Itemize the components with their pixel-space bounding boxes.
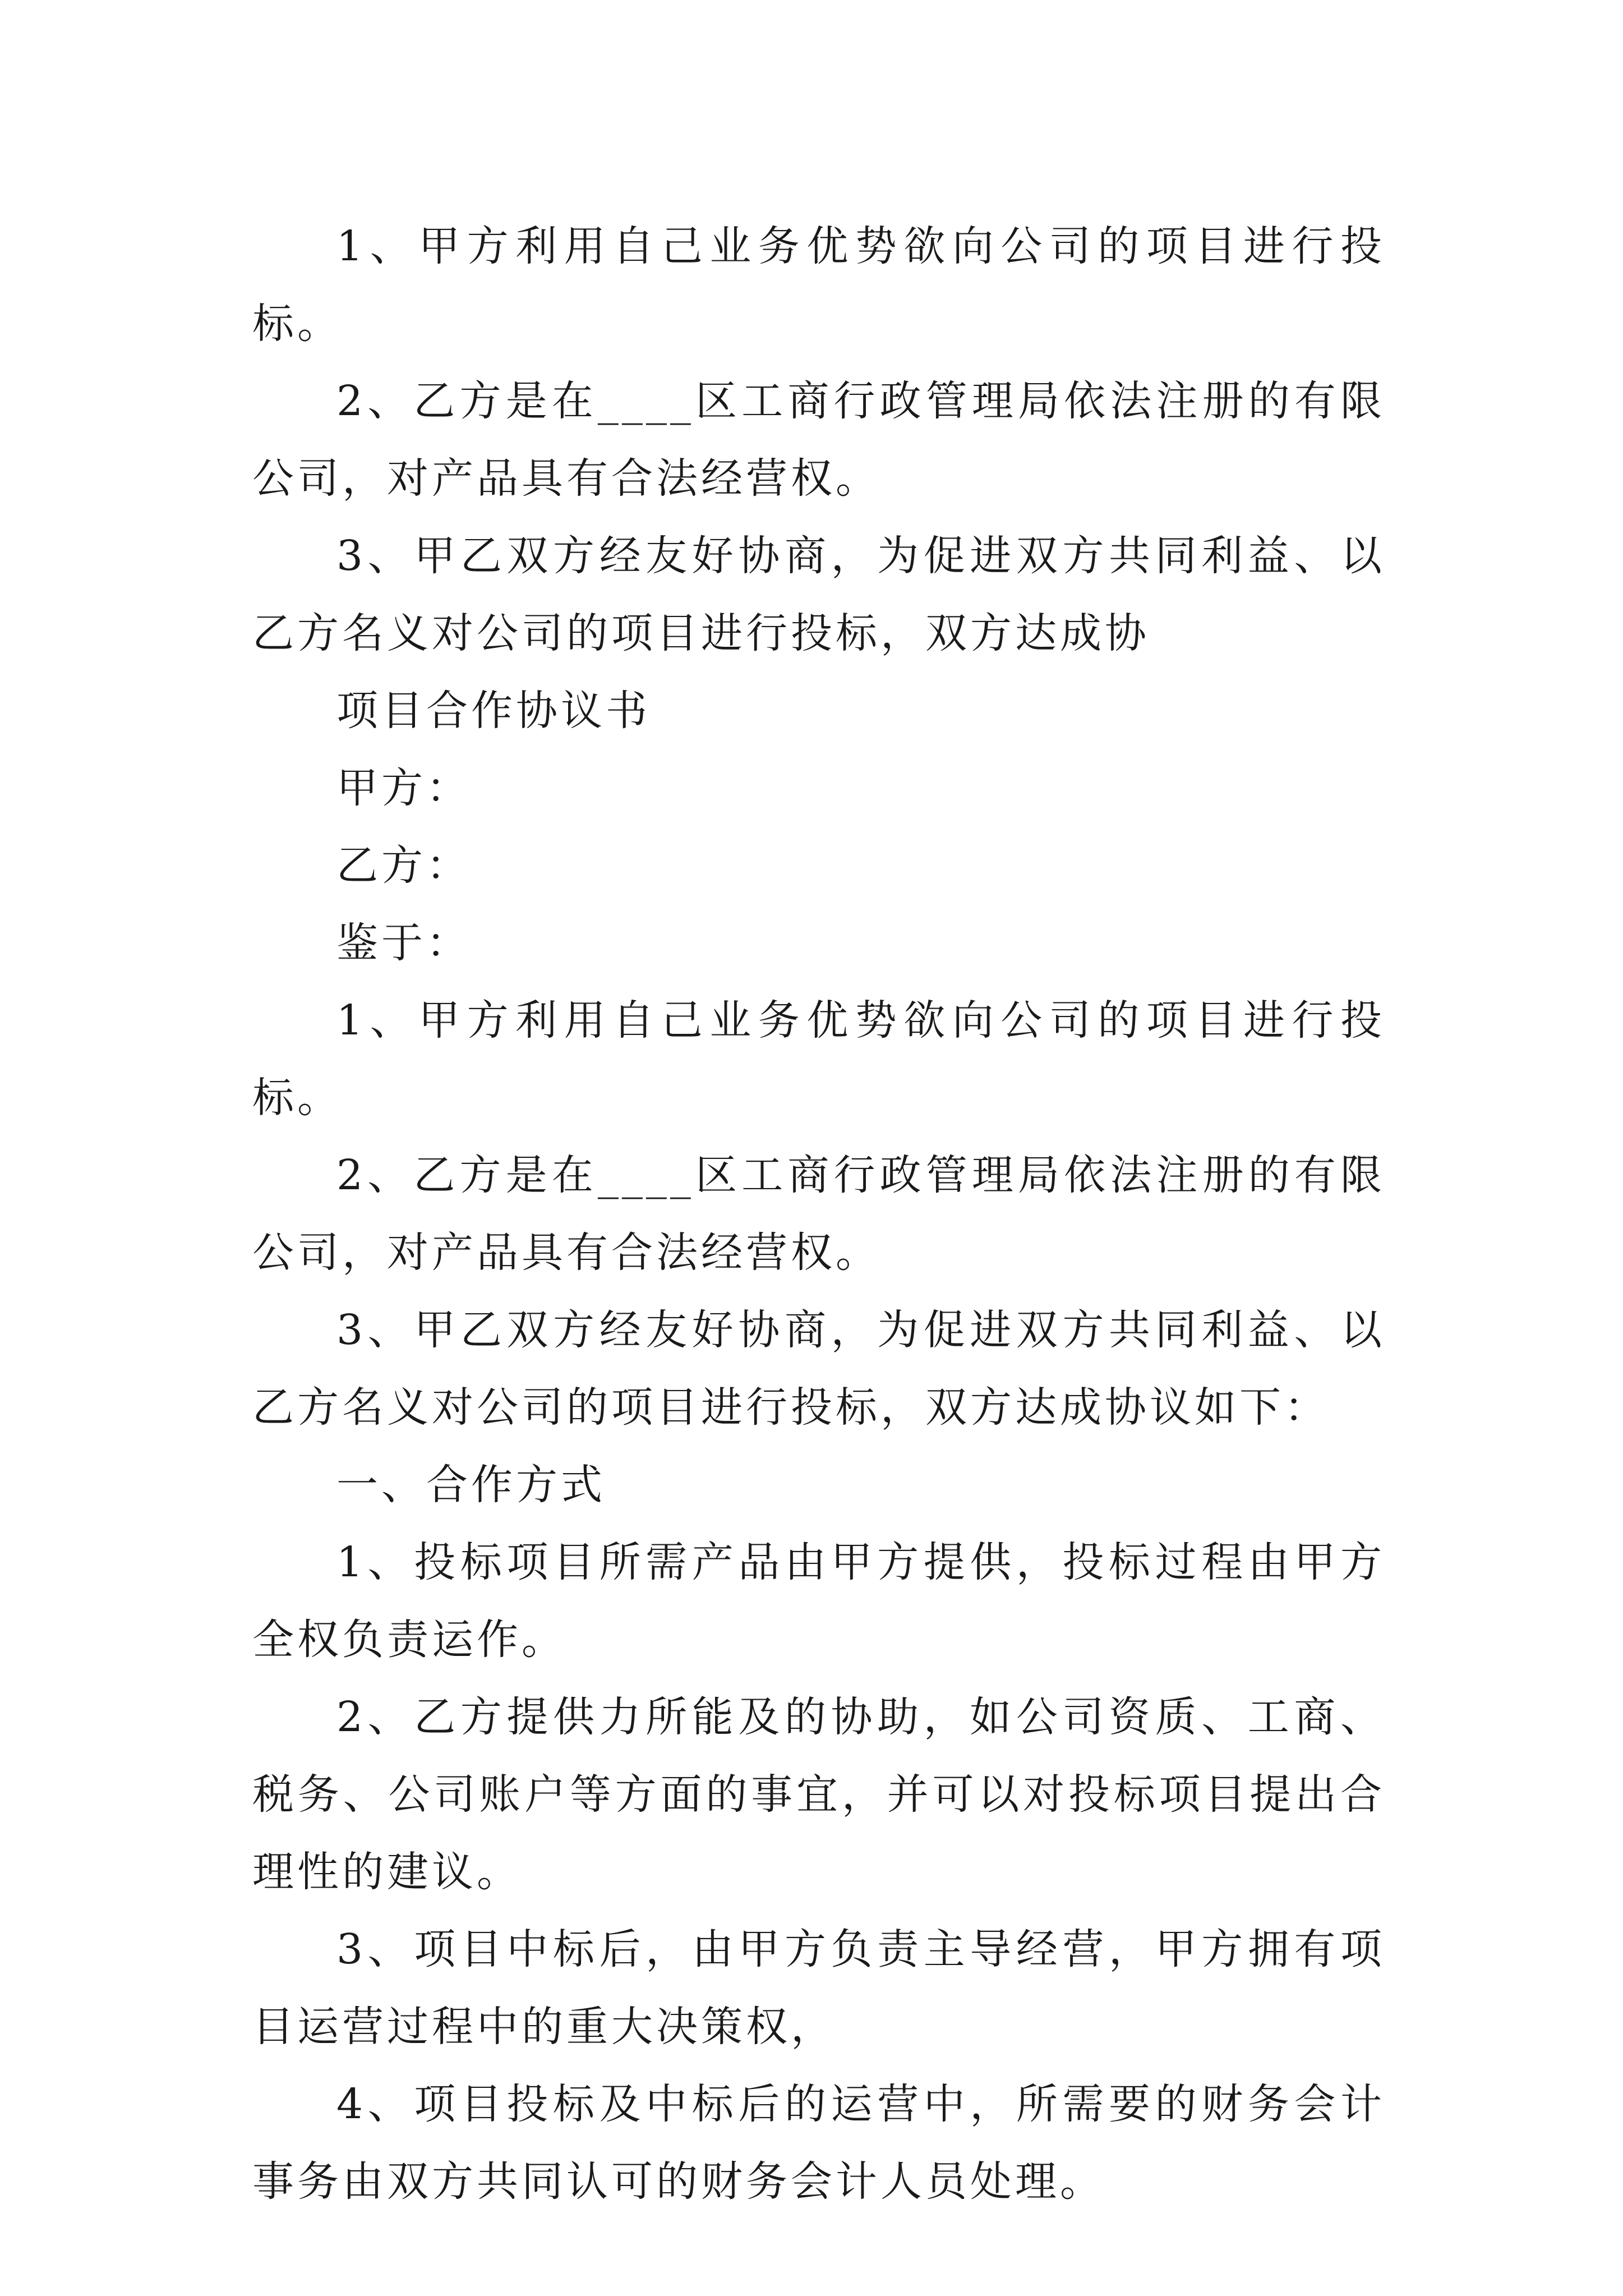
paragraph: 4、项目投标及中标后的运营中，所需要的财务会计事务由双方共同认可的财务会计人员处理。 [252, 2080, 1385, 2206]
paragraph: 1、投标项目所需产品由甲方提供，投标过程由甲方全权负责运作。 [252, 1538, 1385, 1664]
paragraph: 2、乙方是在____区工商行政管理局依法注册的有限公司，对产品具有合法经营权。 [252, 1151, 1385, 1277]
paragraph: 1、甲方利用自己业务优势欲向公司的项目进行投标。 [252, 996, 1385, 1122]
party-a-label: 甲方： [336, 764, 471, 812]
whereas-label: 鉴于： [336, 919, 471, 967]
section-heading: 一、合作方式 [336, 1461, 606, 1509]
party-b-label: 乙方： [336, 841, 471, 890]
document-body [252, 208, 1385, 2220]
paragraph: 2、乙方提供力所能及的协助，如公司资质、工商、税务、公司账户等方面的事宜，并可以对投标项目提出合理性的建议。 [252, 1693, 1385, 1896]
paragraph: 3、项目中标后，由甲方负责主导经营，甲方拥有项目运营过程中的重大决策权， [252, 1925, 1385, 2051]
paragraph: 1、甲方利用自己业务优势欲向公司的项目进行投标。 [252, 222, 1385, 348]
paragraph: 2、乙方是在____区工商行政管理局依法注册的有限公司，对产品具有合法经营权。 [252, 377, 1385, 503]
paragraph: 3、甲乙双方经友好协商，为促进双方共同利益、以乙方名义对公司的项目进行投标，双方达成协议如下： [252, 1306, 1385, 1432]
paragraph: 3、甲乙双方经友好协商，为促进双方共同利益、以乙方名义对公司的项目进行投标，双方达成协 [252, 532, 1385, 657]
document-title: 项目合作协议书 [336, 687, 651, 735]
